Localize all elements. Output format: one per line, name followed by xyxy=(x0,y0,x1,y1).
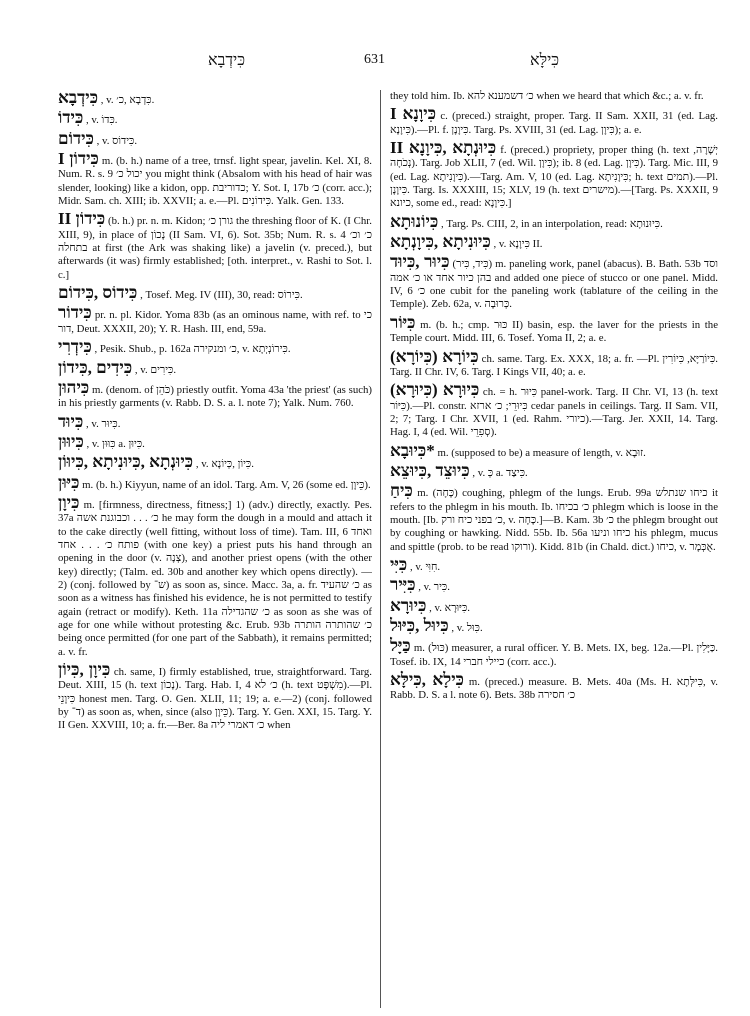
entry-definition: , v. כִּדְבָא ,כ׳. xyxy=(100,94,155,106)
entry-definition: , Pesik. Shub., p. 162a כ׳ ומנקירה, v. כִּירוֹנְיְתָא. xyxy=(94,343,291,356)
entry-headword: כִּיוּנִיתָא ,כִּיוָנְתָא xyxy=(390,232,491,252)
dictionary-entry xyxy=(58,110,372,127)
dictionary-entry xyxy=(58,454,372,471)
dictionary-entry xyxy=(58,285,372,302)
entry-definition: m. (כָּחָה) coughing, phlegm of the lungs. Erub. 99a כיחו שנתלש it refers to the phlegm in his mouth. Ib. כ׳ בכיחו phlegm which is loose in the mouth. [Ib. כ׳ בפני כיח ורק, v. כָּחָה.]—B. Kam. 3b כ׳ the phlegm brought out by coughing or hawking. Nidd. 55b. Ib. 56a כיחו וניעו his phlegm, mucus and spittle (prob. to be read ורוקו). Kidd. 81b (in Chald. dict.) כיחו, v. אֻכְּמָר. xyxy=(390,487,718,553)
entry-headword: כִּיוּוּן xyxy=(58,431,84,451)
entry-definition: m. (b. h.) Kiyyun, name of an idol. Targ. Am. V, 26 (some ed. כֵּיוָן). xyxy=(82,478,371,491)
entry-definition: , v. כִּוּוּן a. כִּיוּן. xyxy=(86,437,145,450)
entry-headword: כִּיוּנְתָא ,כִּיוָנָא II xyxy=(390,138,497,158)
dictionary-entry xyxy=(390,106,718,137)
entry-definition: m. (denom. of כֹּהֵן) priestly outfit. Yoma 43a 'the priest' (as such) in his priestly garments (v. Rabb. D. S. a. l. note 7); Yalk. Num. 760. xyxy=(58,383,372,410)
dictionary-entry xyxy=(390,440,718,460)
entry-headword: כִּיהוּן xyxy=(58,377,90,397)
right-column xyxy=(390,90,718,1008)
dictionary-entry xyxy=(58,339,372,356)
dictionary-entry xyxy=(390,483,718,554)
dictionary-entry xyxy=(390,595,718,615)
running-head-right: כִּילָּא xyxy=(530,52,560,69)
entry-definition: , v. כִּידוֹס. xyxy=(96,134,138,147)
entry-definition: , v. כִּיוֹן ,כְּיוֹנָא. xyxy=(195,458,254,471)
entry-headword: כִּיִּיר xyxy=(390,575,416,595)
columns xyxy=(58,90,718,1008)
entry-headword: כִּיוּר ,כִּיוּד xyxy=(390,252,450,272)
entry-definition: , Tosef. Meg. IV (III), 30, read: כִּירוֹס. xyxy=(140,289,303,302)
entry-definition: ch. same, I) firmly established, true, straightforward. Targ. Deut. XIII, 15 (h. text נָכוֹן). Targ. Hab. I, 4 כ׳ לא (h. text מִשְׁפָּט).—Pl. כִּיוָנֵי honest men. Targ. O. Gen. XLII, 11; 19; a. e.—2) (conj. followed by ד־) as soon as, when, since (also כֵּיוָן). Targ. Y. Gen. XXI, 15. Targ. Y. II Gen. XXVIII, 10; a. fr.—Ber. 8a כ׳ דאמרי ליה when xyxy=(58,666,372,732)
entry-headword: כִּיוָן ,כִּיוֹן xyxy=(58,660,111,680)
entry-definition: , v. כִּיוָנָא II. xyxy=(493,238,543,251)
entry-headword: כִּיוּצֵד ,כִּיוּצֵא xyxy=(390,460,470,480)
entry-headword: כִּיִּי xyxy=(390,554,408,574)
column-divider xyxy=(380,90,381,1008)
entry-headword: כִּיוּרָא xyxy=(390,595,427,615)
dictionary-entry xyxy=(390,234,718,251)
page-header xyxy=(58,52,718,76)
dictionary-entry xyxy=(390,90,718,103)
entry-definition: c. (preced.) straight, proper. Targ. II Sam. XXII, 31 (ed. Lag. כִּיוָנָא).—Pl. f. כִּיוָנָן. Targ. Ps. XVIII, 31 (ed. Lag. כִּיוָן); a. e. xyxy=(390,110,718,136)
entry-headword: כִּידוֹ xyxy=(58,108,84,128)
dictionary-entry xyxy=(390,672,718,703)
entry-headword: כִּיוֹנוּתָא xyxy=(390,211,439,231)
dictionary-entry xyxy=(58,357,372,377)
entry-headword: כַּיָּל xyxy=(390,636,411,656)
entry-definition: , v. כִּיּוּרָא. xyxy=(429,601,470,614)
entry-definition: , v. כְּ a. כִּיצַד. xyxy=(472,466,528,479)
entry-headword: כִּיּוֹר xyxy=(390,312,416,332)
entry-headword: כִּידוֹם xyxy=(58,128,94,148)
entry-definition: m. (supposed to be) a measure of length, v. זוּבָא. xyxy=(437,446,646,459)
entry-definition: (b. h.) pr. n. m. Kidon; גורן כ׳ the threshing floor of K. (I Chr. XIII, 9), in place of נָכוֹן (II Sam. VI, 6). Sot. 35b; Num. R. s. 4 כ׳ וכ׳ בתחלה at first (the Ark was shaking like) a javelin (v. preced.), but afterwards (it was) firmly established; [oth. interpret., v. Rashi to Sot. l. c.] xyxy=(58,215,372,281)
dictionary-entry xyxy=(58,305,372,336)
entry-headword: כִּידְרִי xyxy=(58,337,92,357)
dictionary-entry xyxy=(390,638,718,669)
dictionary-entry xyxy=(390,312,718,346)
entry-headword: כִּידְבָא xyxy=(58,90,99,107)
entry-headword: כִּיּוּן xyxy=(58,472,80,492)
dictionary-entry xyxy=(390,577,718,594)
entry-definition: m. (כּוּל) measurer, a rural officer. Y. B. Mets. IX, beg. 12a.—Pl. כַּיָּלִין. Tosef. ib. IX, 14 כיילי חברי (corr. acc.). xyxy=(390,642,718,668)
dictionary-entry xyxy=(58,90,372,107)
entry-definition: , v. כִּיוּר. xyxy=(86,417,121,430)
dictionary-entry xyxy=(58,411,372,431)
entry-headword: כִּידוֹר xyxy=(58,303,92,323)
entry-headword: כִּיוֹרָא (כִּיוֹרָא) xyxy=(390,346,479,366)
entry-definition: ch. same. Targ. Ex. XXX, 18; a. fr. —Pl. כִּיוֹרַיָּא, כִּיוֹרִין. Targ. II Chr. IV, 6. Targ. I Kings VII, 40; a. e. xyxy=(390,352,718,378)
entry-definition: f. (preced.) propriety, proper thing (h. text יְשָׁרָה, נְכֹחָה). Targ. Job XLII, 7 (ed. Wil. כִּיוָן); ib. 8 (ed. Lag. כִּיוָן). Targ. Mic. III, 9 (ed. Lag. כִּיוָנִיתָא).—Targ. Am. V, 10 (ed. Lag. כִּיוָנִיתָא; h. text תמים).—Pl. כִּיוָנָן. Targ. Is. XXXIII, 15; XLV, 19 (h. text מישרים).—[Targ. Ps. XXXII, 9 כיונא, some ed., read: כִּיוָנָא.] xyxy=(390,144,718,210)
entry-headword: כִּידִים ,כִּידוֹן xyxy=(58,357,133,377)
entry-definition: they told him. Ib. כ׳ דשמענא להא when we heard that which &c.; a. v. fr. xyxy=(390,90,704,102)
entry-definition: , v. חִוִּי. xyxy=(409,560,441,573)
dictionary-entry xyxy=(390,554,718,574)
dictionary-entry xyxy=(58,128,372,148)
entry-headword: כִּילָא ,כִּילָּא xyxy=(390,670,464,690)
dictionary-entry xyxy=(58,151,372,208)
dictionary-entry xyxy=(390,346,718,380)
left-column xyxy=(58,90,372,1008)
entry-headword: כִּיוּד xyxy=(58,411,84,431)
dictionary-entry xyxy=(58,662,372,733)
entry-headword: כִּידוֹס ,כִּידוֹם xyxy=(58,283,138,303)
entry-headword: כִּידוֹן II xyxy=(58,209,106,229)
entry-definition: pr. n. pl. Kidor. Yoma 83b (as an ominous name, with ref. to כי דור, Deut. XXXII, 20); Y. R. Hash. III, end, 59a. xyxy=(58,309,372,335)
entry-definition: m. [firmness, directness, fitness;] 1) (adv.) directly, exactly. Pes. 37a כ׳ . . . וכבוגנת אשה he may form the dough in a mould and attach it to the cake directly (well fitting, without loss of time). Tam. III, 6 ואחד פותח כ׳ . . . אחד (with one key) a priest puts his hand through an opening in the door (v. צְנָה), and another priest opens (with the other key) directly; (Talm. ed. 30b and another key which opens directly). —2) (conj. followed by ש־) as soon as, since. Macc. 3a, a. fr. כ׳ שהעיד as soon as a witness has finished his evidence, he is not permitted to testify again (retract or modify). Keth. 11a כ׳ שהגדילה as soon as she was of age for one while without protesting &c. Erub. 93b כ׳ שהותרה הותרה being once permitted (for one part of the Sabbath), it remains permitted; a. v. fr. xyxy=(58,498,372,658)
entry-headword: כִּיוָנָא I xyxy=(390,104,437,124)
entry-definition: m. (b. h.) name of a tree, trnsf. light spear, javelin. Kel. XI, 8. Num. R. s. 9 יכול כ׳ you might think (Absalom with his head of hair was slender, looking) like a kidon, opp. כדוריבת; Y. Sot. I, 17b כ׳ (corr. acc.); Midr. Sam. ch. XIII; ib. XXVII; a. e.—Pl. כִּידוֹנִים. Yalk. Gen. 133. xyxy=(58,155,372,208)
entry-definition: , v. כִּוּל. xyxy=(451,622,483,634)
entry-headword: כִּיוָן xyxy=(58,492,80,512)
entry-headword: כִּיחַ xyxy=(390,481,413,501)
entry-definition: , v. כִּירִים. xyxy=(134,363,177,376)
running-head-left: כִּידְבָא xyxy=(208,52,246,69)
entry-headword: כִּיוּרָא (כִּיוּרָא) xyxy=(390,380,480,400)
entry-definition: m. (b. h.; cmp. כּוּר II) basin, esp. the laver for the priests in the Temple court. Midd. III, 6. Tosef. Yoma II, 2; a. e. xyxy=(390,318,718,345)
dictionary-entry xyxy=(58,492,372,659)
dictionary-entry xyxy=(390,460,718,480)
dictionary-entry xyxy=(58,211,372,282)
entry-headword: כִּידוֹן I xyxy=(58,149,99,169)
dictionary-entry xyxy=(390,140,718,211)
dictionary-entry xyxy=(58,472,372,492)
dictionary-entry xyxy=(58,431,372,451)
entry-headword: כִּיוּנְתָא ,כִּיוּנִיתָא ,כִּיוּוֹן xyxy=(58,452,194,472)
entry-definition: ch. = h. כִּיוּר panel-work. Targ. II Chr. VI, 13 (h. text כִּיּוֹר).—Pl. constr. כִּיוּרֵי; כ׳ ארזא cedar panels in ceilings. Targ. II Sam. VII, 2; 7; Targ. I Chr. XVII, 1 (ed. Rahm. כיורי).—Targ. Jer. XXII, 14. Targ. Hag. I, 4 (ed. Wil. סְפִרֵי). xyxy=(390,386,718,439)
dictionary-entry xyxy=(390,211,718,231)
entry-headword: *כִּיוּבָא xyxy=(390,440,435,460)
dictionary-entry xyxy=(390,382,718,439)
entry-definition: (כִּיד, כִּיר) m. paneling work, panel (abacus). B. Bath. 53b וסד בהן כיור אחד או כ׳ אמה and added one piece of stucco or one panel. Midd. IV, 6 כ׳ one cubit for the paneling work (tablature of the ceiling in the Temple). Zeb. 62a, v. כְּרוּבָה. xyxy=(390,258,718,311)
entry-definition: , v. כִּיר. xyxy=(418,581,450,594)
dictionary-entry xyxy=(390,618,718,635)
entry-definition: , Targ. Ps. CIII, 2, in an interpolation, read: כִּיוּנוּתָא. xyxy=(440,217,663,230)
entry-headword: כִּיוּל ,כִּיּוּל xyxy=(390,616,449,635)
dictionary-entry xyxy=(58,377,372,411)
entry-definition: , v. כִּדוֹ. xyxy=(86,114,118,127)
page-number: 631 xyxy=(364,52,385,67)
entry-definition: m. (preced.) measure. B. Mets. 40a (Ms. H. כִּילְּתָא, v. Rabb. D. S. a l. note 6). Bets. 38b כ׳ חסירה xyxy=(390,676,718,702)
dictionary-entry xyxy=(390,254,718,311)
